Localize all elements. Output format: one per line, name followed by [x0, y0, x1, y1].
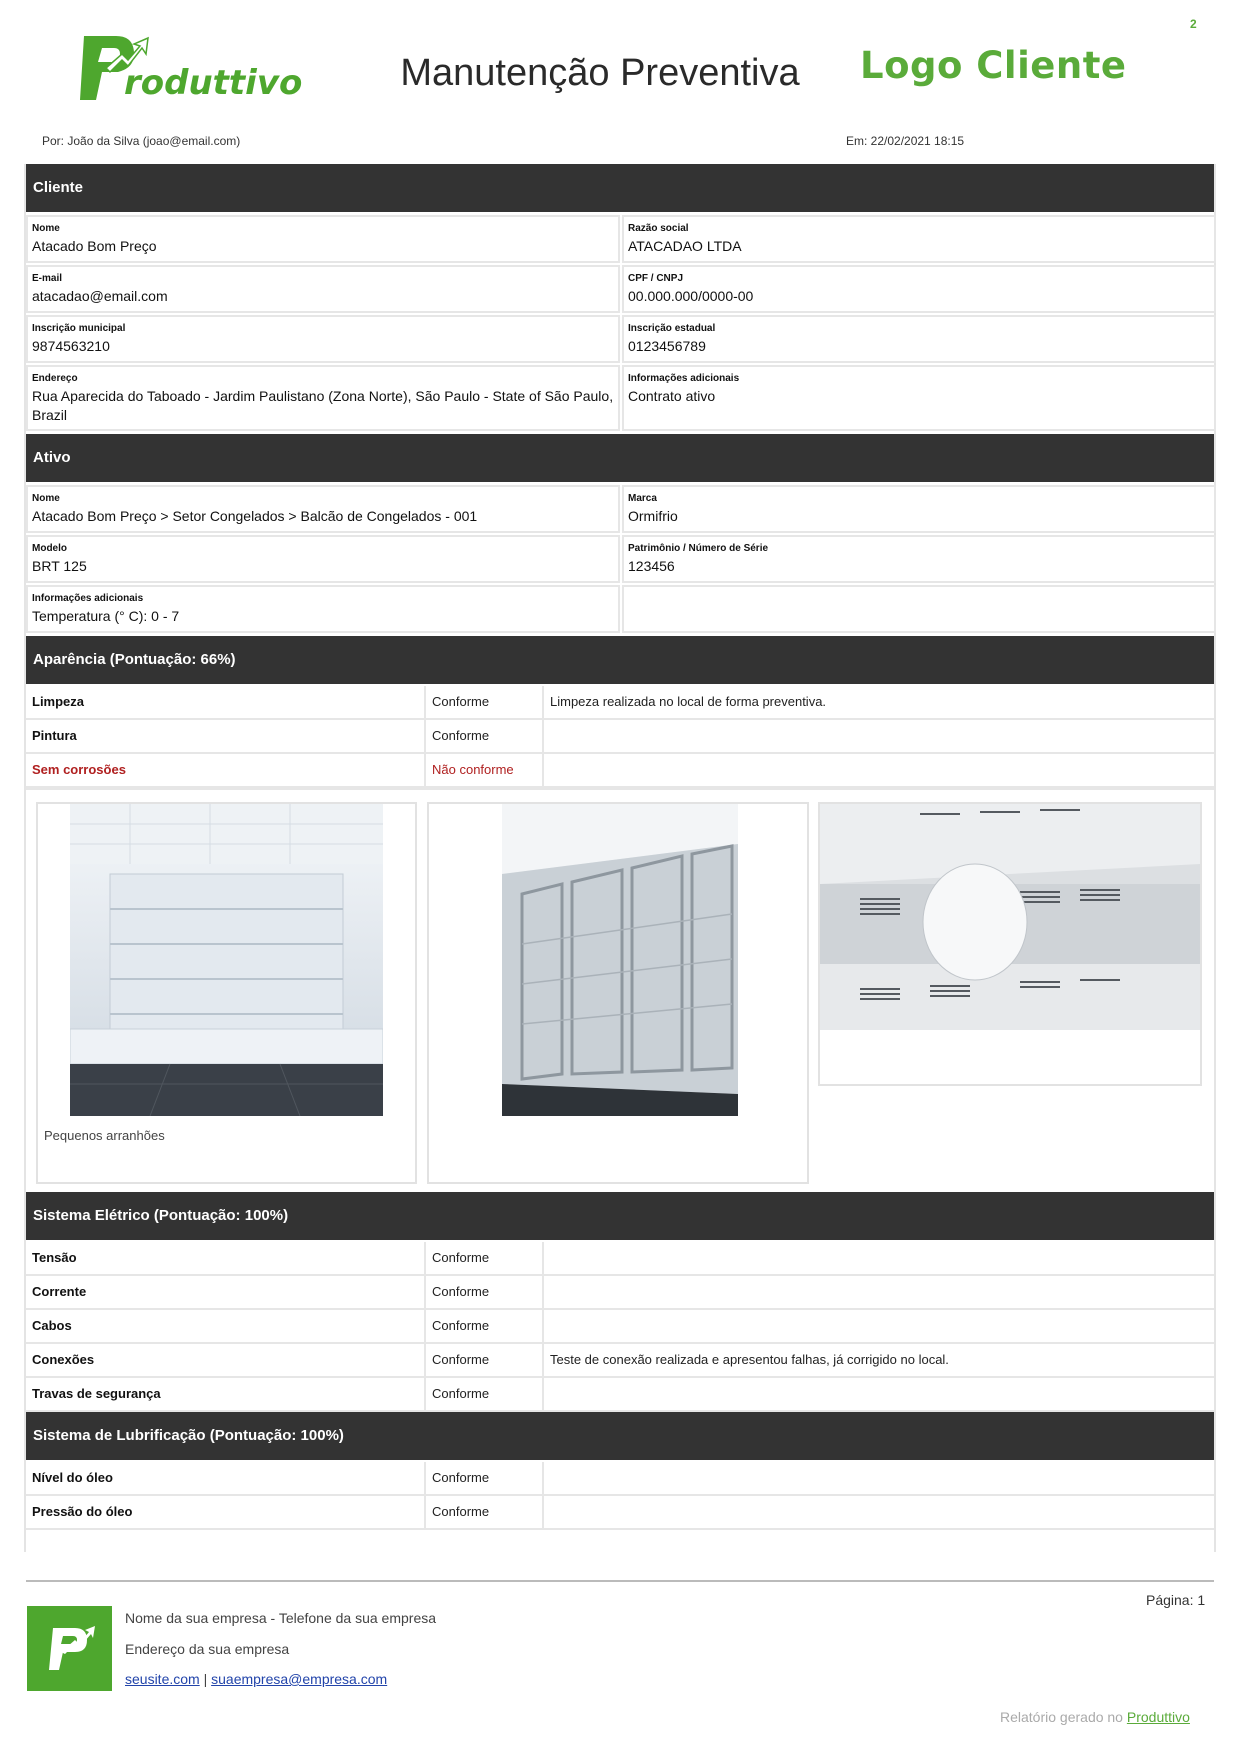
field-value: BRT 125 [32, 558, 87, 574]
field-inscricao-estadual [622, 315, 1216, 363]
checklist-row [26, 1496, 1214, 1530]
field-label: Inscrição municipal [32, 323, 126, 334]
cliente-fields [26, 212, 1214, 434]
generated-by [1000, 1709, 1190, 1725]
field-informacoes-adicionais [622, 365, 1216, 431]
check-item-name: Pressão do óleo [32, 1504, 133, 1519]
lubrificacao-checklist [26, 1460, 1214, 1530]
field-value: Atacado Bom Preço [32, 238, 157, 254]
checklist-row [26, 1378, 1214, 1412]
field-label: Endereço [32, 373, 78, 384]
footer-logo [27, 1606, 112, 1691]
check-item-status: Não conforme [424, 754, 542, 786]
svg-text:roduttivo: roduttivo [124, 63, 303, 103]
check-item-status: Conforme [424, 1242, 542, 1274]
footer-divider [26, 1580, 1214, 1582]
field-value: Rua Aparecida do Taboado - Jardim Paulistano (Zona Norte), São Paulo - State of São Paulo, Brazil [32, 388, 614, 423]
check-item-status: Conforme [424, 1378, 542, 1410]
check-item-name: Conexões [32, 1352, 95, 1367]
field-nome [26, 485, 620, 533]
photo-refrigerated-display[interactable] [70, 804, 383, 1116]
section-header-ativo: Ativo [26, 434, 1214, 482]
footer-page-number: Página: 1 [1146, 1592, 1206, 1608]
field-cpf-cnpj [622, 265, 1216, 313]
photo-store-shelves[interactable] [820, 804, 1200, 1030]
field-label: CPF / CNPJ [628, 273, 684, 284]
checklist-row [26, 1242, 1214, 1276]
report-content [24, 164, 1216, 1552]
check-item-note [542, 1378, 1218, 1410]
eletrico-checklist [26, 1240, 1214, 1412]
photo-caption: Pequenos arranhões [44, 1128, 165, 1143]
check-item-note [542, 720, 1218, 752]
field-inscricao-municipal [26, 315, 620, 363]
field-email [26, 265, 620, 313]
field-label: E-mail [32, 273, 63, 284]
check-item-status: Conforme [424, 1462, 542, 1494]
field-value: Contrato ativo [628, 388, 716, 404]
checklist-row [26, 720, 1214, 754]
field-value: ATACADAO LTDA [628, 238, 742, 254]
field-label: Marca [628, 493, 657, 504]
check-item-name: Limpeza [32, 694, 85, 709]
field-value: Ormifrio [628, 508, 678, 524]
generated-brand-link[interactable]: Produttivo [1126, 1709, 1190, 1725]
checklist-row [26, 1310, 1214, 1344]
check-item-status: Conforme [424, 1276, 542, 1308]
check-item-note [542, 754, 1218, 786]
field-label: Nome [32, 493, 60, 504]
content-bottom-spacer [26, 1530, 1214, 1552]
document-title: Manutenção Preventiva [400, 52, 800, 94]
field-label: Nome [32, 223, 60, 234]
field-value: 0123456789 [628, 338, 706, 354]
check-item-name: Tensão [32, 1250, 77, 1265]
check-item-name: Sem corrosões [32, 762, 126, 777]
photo-card[interactable] [818, 802, 1202, 1086]
check-item-note [542, 1310, 1218, 1342]
field-value: 00.000.000/0000-00 [628, 288, 754, 304]
client-logo: Logo Cliente [860, 44, 1127, 87]
check-item-note: Limpeza realizada no local de forma preventiva. [542, 686, 1218, 718]
date-line: Em: 22/02/2021 18:15 [846, 134, 965, 148]
check-item-name: Cabos [32, 1318, 72, 1333]
field-label: Informações adicionais [628, 373, 740, 384]
section-header-aparencia: Aparência (Pontuação: 66%) [26, 636, 1214, 684]
check-item-status: Conforme [424, 1310, 542, 1342]
check-item-name: Corrente [32, 1284, 87, 1299]
checklist-row [26, 1462, 1214, 1496]
produttivo-logo [76, 28, 306, 114]
footer-address: Endereço da sua empresa [125, 1641, 290, 1657]
field-empty [622, 585, 1216, 633]
footer-company-line: Nome da sua empresa - Telefone da sua empresa [125, 1610, 437, 1626]
footer-separator: | [203, 1671, 208, 1687]
checklist-row [26, 686, 1214, 720]
field-endereco [26, 365, 620, 431]
section-header-cliente: Cliente [26, 164, 1214, 212]
field-razao-social [622, 215, 1216, 263]
field-label: Informações adicionais [32, 593, 144, 604]
footer-links [125, 1671, 387, 1687]
field-value: Temperatura (° C): 0 - 7 [32, 608, 180, 624]
photo-card[interactable] [36, 802, 417, 1184]
check-item-note [542, 1496, 1218, 1528]
field-marca [622, 485, 1216, 533]
field-modelo [26, 535, 620, 583]
author-line: Por: João da Silva (joao@email.com) [42, 134, 241, 148]
check-item-name: Nível do óleo [32, 1470, 113, 1485]
check-item-status: Conforme [424, 1496, 542, 1528]
photo-gallery [26, 788, 1214, 1192]
field-label: Razão social [628, 223, 689, 234]
check-item-note: Teste de conexão realizada e apresentou falhas, já corrigido no local. [542, 1344, 1218, 1376]
check-item-name: Travas de segurança [32, 1386, 161, 1401]
field-nome [26, 215, 620, 263]
ativo-fields [26, 482, 1214, 636]
section-header-eletrico: Sistema Elétrico (Pontuação: 100%) [26, 1192, 1214, 1240]
field-value: Atacado Bom Preço > Setor Congelados > Balcão de Congelados - 001 [32, 508, 478, 524]
photo-card[interactable] [427, 802, 809, 1184]
footer-email-link[interactable]: suaempresa@empresa.com [211, 1671, 388, 1687]
field-value: 123456 [628, 558, 675, 574]
check-item-name: Pintura [32, 728, 77, 743]
field-value: atacadao@email.com [32, 288, 168, 304]
field-label: Patrimônio / Número de Série [628, 543, 769, 554]
check-item-status: Conforme [424, 1344, 542, 1376]
field-label: Inscrição estadual [628, 323, 716, 334]
checklist-row [26, 1276, 1214, 1310]
check-item-note [542, 1462, 1218, 1494]
page-top-number: 2 [1190, 17, 1197, 31]
checklist-row [26, 1344, 1214, 1378]
check-item-note [542, 1276, 1218, 1308]
field-label: Modelo [32, 543, 67, 554]
footer-site-link[interactable]: seusite.com [125, 1671, 200, 1687]
section-header-lubrificacao: Sistema de Lubrificação (Pontuação: 100%) [26, 1412, 1214, 1460]
check-item-status: Conforme [424, 720, 542, 752]
photo-glass-door-freezer[interactable] [502, 804, 738, 1116]
generated-prefix: Relatório gerado no [1000, 1709, 1123, 1725]
checklist-row-nonconform [26, 754, 1214, 788]
field-patrimonio [622, 535, 1216, 583]
aparencia-checklist [26, 684, 1214, 788]
check-item-note [542, 1242, 1218, 1274]
produttivo-mark-icon [27, 1606, 112, 1691]
field-value: 9874563210 [32, 338, 110, 354]
check-item-status: Conforme [424, 686, 542, 718]
field-informacoes-adicionais [26, 585, 620, 633]
